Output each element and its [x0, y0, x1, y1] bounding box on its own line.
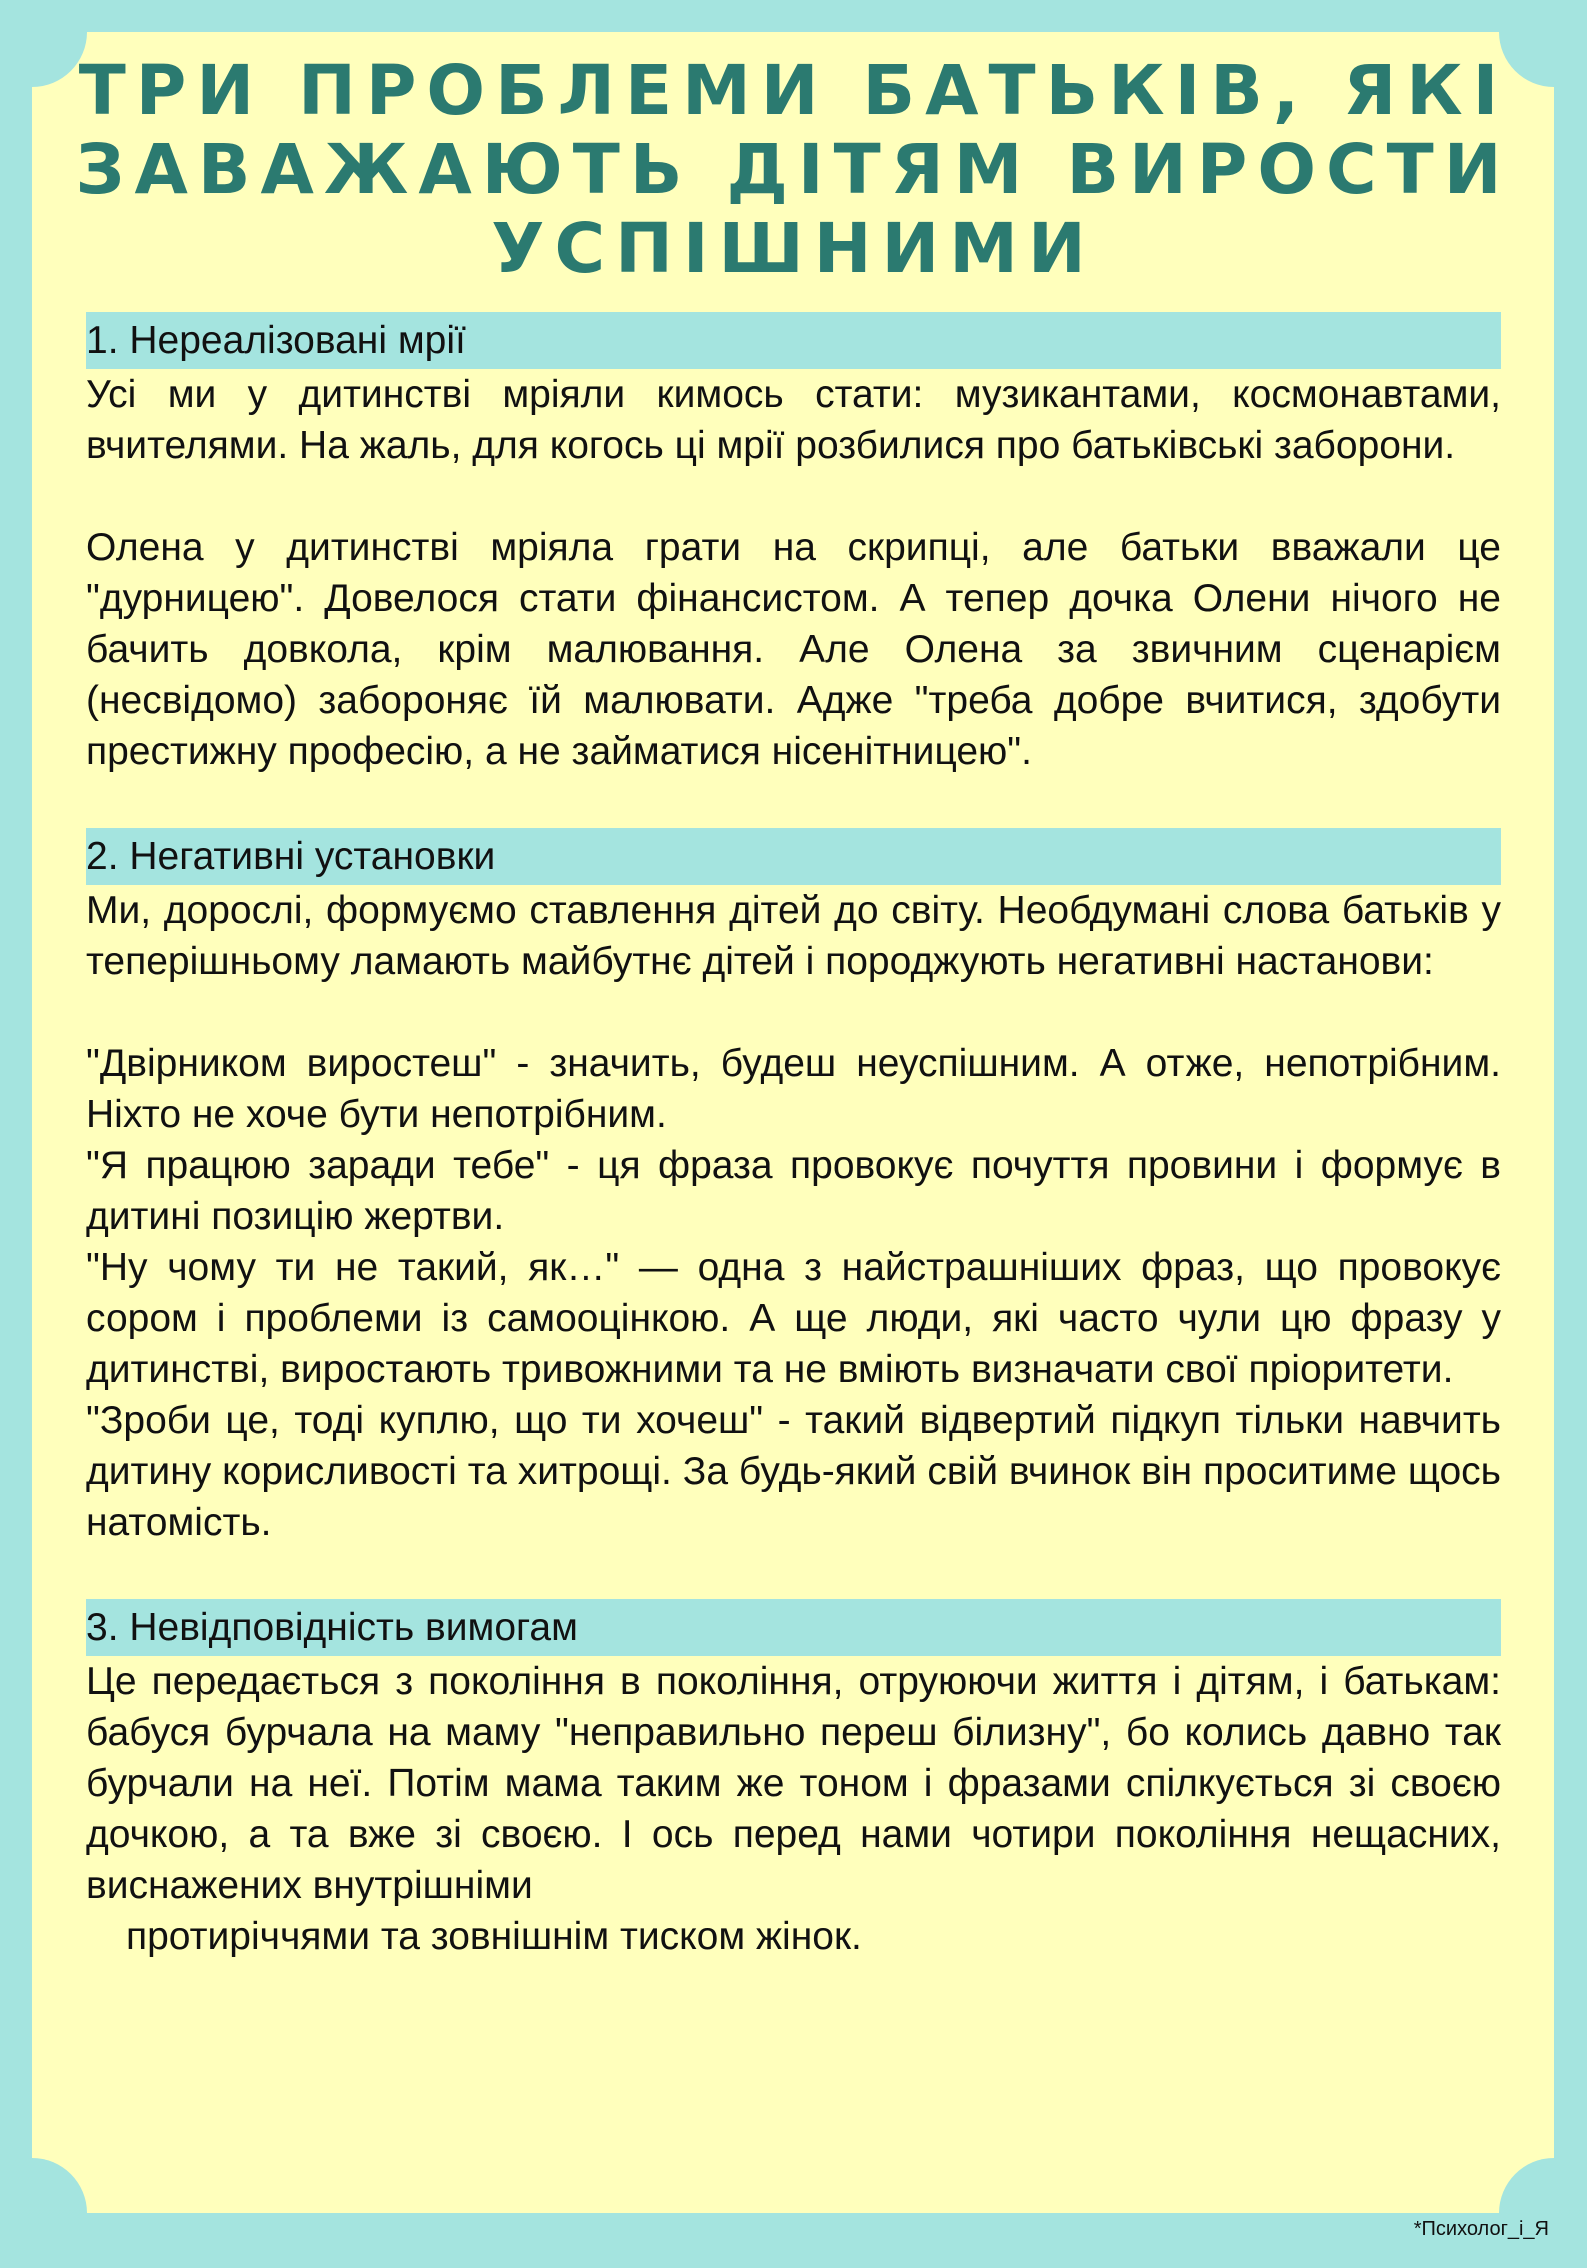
- paragraph: Ми, дорослі, формуємо ставлення дітей до світу. Необдумані слова батьків у теперішньому ламають майбутнє дітей і породжують негативні настанови:: [86, 889, 1501, 983]
- corner-cutout: [0, 2158, 87, 2268]
- quote-item: "Я працюю заради тебе" - ця фраза провокує почуття провини і формує в дитині позицію жертви.: [86, 1144, 1501, 1238]
- paragraph: Усі ми у дитинстві мріяли кимось стати: музикантами, космонавтами, вчителями. На жаль, для когось ці мрії розбилися про батьківські заборони.: [86, 373, 1501, 467]
- paragraph: Це передається з покоління в покоління, отруюючи життя і дітям, і батькам: бабуся бурчала на маму "неправильно переш білизну", бо колись давно так бурчали на неї. Потім мама таким же тоном і фразами спілкується зі своєю дочкою, а та вже зі своєю. І ось перед нами чотири покоління нещасних, виснажених внутрішніми: [86, 1660, 1501, 1907]
- quote-item: "Зроби це, тоді куплю, що ти хочеш" - такий відвертий підкуп тільки навчить дитину корисливості та хитрощі. За будь-який свій вчинок він проситиме щось натомість.: [86, 1399, 1501, 1544]
- quote-item: "Двірником виростеш" - значить, будеш неуспішним. А отже, непотрібним. Ніхто не хоче бути непотрібним.: [86, 1042, 1501, 1136]
- paragraph: Олена у дитинстві мріяла грати на скрипці, але батьки вважали це "дурницею". Довелося стати фінансистом. А тепер дочка Олени нічого не бачить довкола, крім малювання. Але Олена за звичним сценарієм (несвідомо) забороняє їй малювати. Адже "треба добре вчитися, здобути престижну професію, а не займатися нісенітницею".: [86, 526, 1501, 773]
- section-heading-1: 1. Нереалізовані мрії: [86, 312, 1501, 369]
- section-heading-2: 2. Негативні установки: [86, 828, 1501, 885]
- section-heading-3: 3. Невідповідність вимогам: [86, 1599, 1501, 1656]
- page-title: ТРИ ПРОБЛЕМИ БАТЬКІВ, ЯКІ ЗАВАЖАЮТЬ ДІТЯМ ВИРОСТИ УСПІШНИМИ: [75, 51, 1512, 289]
- quote-item: "Ну чому ти не такий, як…" — одна з найстрашніших фраз, що провокує сором і проблеми із самооцінкою. А ще люди, які часто чули цю фразу у дитинстві, виростають тривожними та не вміють визначати свої пріоритети.: [86, 1246, 1501, 1391]
- article-body: [86, 312, 1501, 1962]
- author-credit: *Психолог_і_Я: [1413, 2218, 1549, 2240]
- paragraph-end: протиріччями та зовнішнім тиском жінок.: [126, 1915, 862, 1958]
- corner-cutout: [1499, 2158, 1587, 2268]
